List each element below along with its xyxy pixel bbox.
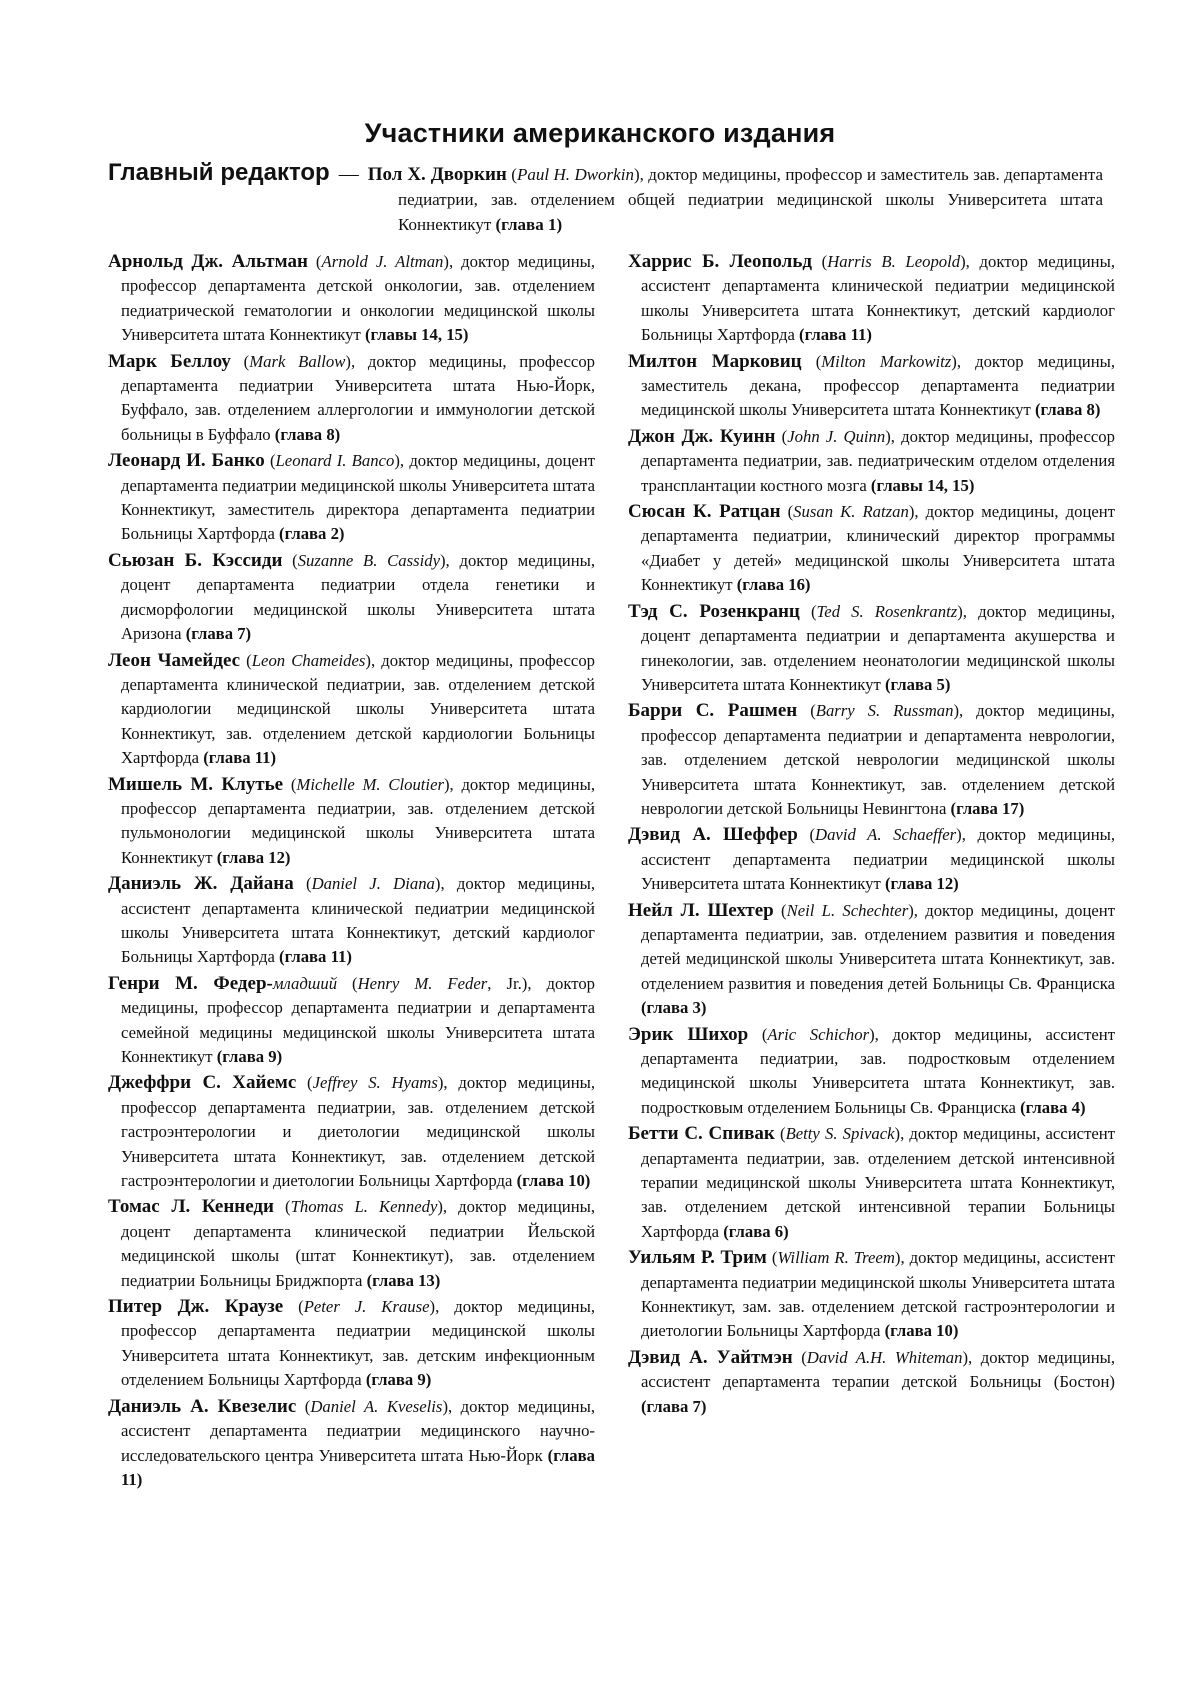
contributor-description: доктор медицины, ассистент департамента педиатрии, зав. подростковым отделением медицинской школы Университета штата Коннектикут, зав. подростковым отделением Больницы Св. Франциска bbox=[641, 1024, 1115, 1117]
contributor-name: Джеффри С. Хайемс bbox=[108, 1072, 297, 1094]
contributor-entry: Марк Беллоу (Mark Ballow), доктор медицины, профессор департамента педиатрии Университета штата Нью-Йорк, Буффало, зав. отделением аллергологии и иммунологии детской больницы в Буффало (глава 8) bbox=[108, 350, 596, 444]
contributor-latin-name: Leonard I. Banco bbox=[275, 451, 395, 471]
contributor-name: Нейл Л. Шехтер bbox=[628, 899, 774, 921]
contributor-entry: Леон Чамейдес (Leon Chameides), доктор медицины, профессор департамента клинической педиатрии, зав. отделением детской кардиологии медицинской школы Университета штата Коннектикут, зав. отделением детской кардиологии Больницы Хартфорда (глава 11) bbox=[108, 649, 596, 768]
contributor-chapters: (глава 2) bbox=[279, 524, 345, 544]
contributor-description: доктор медицины, профессор департамента педиатрии медицинской школы Университета штата Коннектикут, зав. детским инфекционным отделением Больницы Хартфорда bbox=[121, 1297, 595, 1390]
chief-editor-chapters: (глава 1) bbox=[495, 215, 563, 234]
right-column bbox=[628, 250, 1115, 1421]
contributor-description: доктор медицины, доцент департамента клинической педиатрии Йельской медицинской школы (штат Коннектикут), зав. отделением педиатрии Больницы Бриджпорта bbox=[121, 1197, 596, 1290]
contributor-entry: Нейл Л. Шехтер (Neil L. Schechter), доктор медицины, доцент департамента педиатрии, зав. отделением развития и поведения детей медицинской школы Университета штата Коннектикут, зав. отделением развития и поведения детей Больницы Св. Франциска (глава 3) bbox=[628, 899, 1115, 1018]
contributor-name: Генри М. Федер- bbox=[108, 972, 273, 994]
contributor-entry: Барри С. Рашмен (Barry S. Russman), доктор медицины, профессор департамента педиатрии и департамента неврологии, зав. отделением детской неврологии медицинской школы Университета штата Коннектикут, зав. отделением детской неврологии детской Больницы Невингтона (глава 17) bbox=[628, 700, 1115, 818]
contributor-chapters: (глава 9) bbox=[365, 1370, 432, 1390]
contributor-latin-name: Daniel A. Kveselis bbox=[310, 1396, 443, 1416]
contributor-latin-name: Michelle M. Cloutier bbox=[296, 774, 444, 794]
contributor-chapters: (глава 11) bbox=[799, 325, 872, 345]
contributor-chapters: (глава 5) bbox=[884, 674, 951, 694]
contributor-latin-name: Jeffrey S. Hyams bbox=[312, 1073, 438, 1093]
contributor-latin-name: David A. Schaeffer bbox=[815, 825, 957, 845]
contributor-latin-name: David A.H. Whiteman bbox=[806, 1347, 963, 1367]
contributor-latin-name: Thomas L. Kennedy bbox=[290, 1197, 438, 1217]
contributor-entry: Сьюзан Б. Кэссиди (Suzanne B. Cassidy), доктор медицины, доцент департамента педиатрии отдела генетики и дисморфологии медицинской школы Университета штата Аризона (глава 7) bbox=[108, 549, 596, 644]
contributor-name: Джон Дж. Куинн bbox=[628, 425, 776, 447]
contributor-entry: Арнольд Дж. Альтман (Arnold J. Altman), доктор медицины, профессор департамента детской онкологии, зав. отделением педиатрической гематологии и онкологии медицинской школы Университета штата Коннектикут (главы 14, 15) bbox=[108, 251, 596, 345]
contributor-name: Даниэль Ж. Дайана bbox=[108, 873, 294, 895]
contributor-description: доктор медицины, ассистент департамента клинической педиатрии медицинской школы Университета штата Коннектикут, детский кардиолог Больницы Хартфорда bbox=[121, 874, 596, 967]
page-title: Участники американского издания bbox=[364, 118, 836, 148]
contributor-chapters: (глава 17) bbox=[950, 798, 1025, 818]
contributor-name: Милтон Марковиц bbox=[628, 350, 802, 372]
contributor-entry: Леонард И. Банко (Leonard I. Banco), доктор медицины, доцент департамента педиатрии медицинской школы Университета штата Коннектикут, заместитель директора департамента педиатрии Больницы Хартфорда (глава 2) bbox=[108, 450, 596, 544]
contributor-description: доктор медицины, профессор департамента педиатрии и департамента неврологии, зав. отделением детской неврологии медицинской школы Университета штата Коннектикут, зав. отделением детской неврологии детской Больницы Невингтона bbox=[641, 701, 1115, 818]
contributor-chapters: (главы 14, 15) bbox=[364, 325, 469, 345]
contributor-latin-name: Harris B. Leopold bbox=[827, 252, 961, 271]
contributor-latin-suffix: , Jr. bbox=[487, 973, 522, 993]
contributor-name: Харрис Б. Леопольд bbox=[628, 251, 812, 272]
contributor-description: доктор медицины, ассистент департамента педиатрии медицинского научно-исследовательского центра Университета штата Нью-Йорк bbox=[121, 1396, 596, 1465]
contributor-name: Сьюзан Б. Кэссиди bbox=[108, 549, 283, 571]
contributor-entry: Милтон Марковиц (Milton Markowitz), доктор медицины, заместитель декана, профессор департамента педиатрии медицинской школы Университета штата Коннектикут (глава 8) bbox=[628, 350, 1116, 420]
contributor-name: Арнольд Дж. Альтман bbox=[108, 251, 308, 272]
contributor-chapters: (глава 12) bbox=[884, 874, 959, 894]
left-column bbox=[108, 250, 595, 1494]
contributor-chapters: (глава 12) bbox=[216, 847, 291, 867]
contributor-entry: Питер Дж. Краузе (Peter J. Krause), доктор медицины, профессор департамента педиатрии медицинской школы Университета штата Коннектикут, зав. детским инфекционным отделением Больницы Хартфорда (глава 9) bbox=[108, 1296, 595, 1390]
contributor-chapters: (глава 7) bbox=[641, 1396, 707, 1416]
contributor-chapters: (глава 8) bbox=[1034, 400, 1101, 420]
contributor-description: доктор медицины, ассистент департамента терапии детской Больницы (Бостон) bbox=[641, 1347, 1116, 1392]
contributor-latin-name: Arnold J. Altman bbox=[321, 252, 444, 271]
contributor-chapters: (глава 8) bbox=[274, 424, 341, 444]
contributor-entry: Генри М. Федер-младший (Henry M. Feder, Jr.), доктор медицины, профессор департамента педиатрии и департамента семейной медицины медицинской школы Университета штата Коннектикут (глава 9) bbox=[108, 972, 596, 1066]
contributor-description: доктор медицины, ассистент департамента педиатрии медицинской школы Университета штата Коннектикут bbox=[641, 825, 1116, 894]
contributor-entry: Даниэль А. Квезелис (Daniel A. Kveselis), доктор медицины, ассистент департамента педиатрии медицинского научно-исследовательского центра Университета штата Нью-Йорк (глава 11) bbox=[108, 1395, 596, 1489]
contributor-description: доктор медицины, доцент департамента педиатрии, зав. отделением развития и поведения детей медицинской школы Университета штата Коннектикут, зав. отделением развития и поведения детей Больницы Св. Франциска bbox=[641, 900, 1115, 993]
contributor-latin-name: Henry M. Feder bbox=[357, 973, 488, 993]
contributor-name: Уильям Р. Трим bbox=[628, 1247, 767, 1269]
chief-editor-dash: — bbox=[338, 163, 359, 185]
contributor-description: доктор медицины, ассистент департамента клинической педиатрии медицинской школы Университета штата Коннектикут, детский кардиолог Больницы Хартфорда bbox=[641, 252, 1115, 345]
contributor-chapters: (глава 7) bbox=[185, 624, 252, 644]
chief-editor-name: Пол Х. Дворкин bbox=[367, 164, 507, 185]
contributor-latin-name: Suzanne B. Cassidy bbox=[297, 550, 440, 570]
contributor-name: Леон Чамейдес bbox=[108, 649, 241, 671]
contributor-name: Мишель М. Клутье bbox=[108, 773, 284, 795]
contributor-description: доктор медицины, профессор департамента педиатрии, зав. педиатрическим отделом отделения трансплантации костного мозга bbox=[641, 426, 1115, 495]
contributor-latin-name: Daniel J. Diana bbox=[311, 874, 435, 894]
contributor-chapters: (глава 10) bbox=[516, 1171, 591, 1191]
contributor-entry: Даниэль Ж. Дайана (Daniel J. Diana), доктор медицины, ассистент департамента клинической педиатрии медицинской школы Университета штата Коннектикут, детский кардиолог Больницы Хартфорда (глава 11) bbox=[108, 873, 596, 967]
chief-editor-block bbox=[108, 160, 1103, 237]
contributor-name: Эрик Шихор bbox=[628, 1023, 749, 1045]
contributor-chapters: (главы 14, 15) bbox=[870, 475, 975, 495]
contributor-description: доктор медицины, профессор департамента педиатрии, зав. отделением детской гастроэнтерологии и диетологии медицинской школы Университета штата Коннектикут, зав. отделением детской гастроэнтерологии и диетологии Больницы Хартфорда bbox=[121, 1073, 596, 1191]
contributor-latin-name: Barry S. Russman bbox=[815, 701, 954, 721]
contributor-latin-name: Susan K. Ratzan bbox=[793, 502, 909, 522]
contributor-latin-name: Betty S. Spivack bbox=[785, 1124, 895, 1144]
contributor-entry: Мишель М. Клутье (Michelle M. Cloutier), доктор медицины, профессор департамента педиатрии, зав. отделением детской пульмонологии медицинской школы Университета штата Коннектикут (глава 12) bbox=[108, 773, 595, 867]
contributor-name: Томас Л. Кеннеди bbox=[108, 1196, 274, 1218]
contributor-chapters: (глава 10) bbox=[884, 1321, 959, 1341]
contributor-latin-name: William R. Treem bbox=[777, 1248, 895, 1268]
contributor-latin-name: Aric Schichor bbox=[767, 1024, 870, 1044]
contributor-entry: Харрис Б. Леопольд (Harris B. Leopold), доктор медицины, ассистент департамента клинической педиатрии медицинской школы Университета штата Коннектикут, детский кардиолог Больницы Хартфорда (глава 11) bbox=[628, 251, 1115, 345]
contributor-chapters: (глава 11) bbox=[279, 947, 352, 967]
contributor-description: доктор медицины, доцент департамента педиатрии медицинской школы Университета штата Коннектикут, заместитель директора департамента педиатрии Больницы Хартфорда bbox=[121, 451, 596, 544]
contributor-name: Бетти С. Спивак bbox=[628, 1123, 775, 1145]
contributor-entry: Томас Л. Кеннеди (Thomas L. Kennedy), доктор медицины, доцент департамента клинической педиатрии Йельской медицинской школы (штат Коннектикут), зав. отделением педиатрии Больницы Бриджпорта (глава 13) bbox=[108, 1196, 596, 1290]
contributor-entry: Эрик Шихор (Aric Schichor), доктор медицины, ассистент департамента педиатрии, зав. подростковым отделением медицинской школы Университета штата Коннектикут, зав. подростковым отделением Больницы Св. Франциска (глава 4) bbox=[628, 1023, 1115, 1117]
contributor-description: доктор медицины, профессор департамента детской онкологии, зав. отделением педиатрической гематологии и онкологии медицинской школы Университета штата Коннектикут bbox=[121, 252, 596, 345]
chief-editor-latin-name: Paul H. Dworkin bbox=[516, 165, 634, 184]
contributor-name: Тэд С. Розенкранц bbox=[628, 600, 800, 622]
contributor-name: Даниэль А. Квезелис bbox=[108, 1395, 297, 1417]
contributor-chapters: (глава 9) bbox=[216, 1047, 283, 1066]
contributor-entry: Уильям Р. Трим (William R. Treem), доктор медицины, ассистент департамента педиатрии медицинской школы Университета штата Коннектикут, зам. зав. отделением детской гастроэнтерологии и диетологии Больницы Хартфорда (глава 10) bbox=[628, 1247, 1116, 1341]
contributor-latin-name: Neil L. Schechter bbox=[786, 900, 909, 920]
contributor-entry: Джеффри С. Хайемс (Jeffrey S. Hyams), доктор медицины, профессор департамента педиатрии, зав. отделением детской гастроэнтерологии и диетологии медицинской школы Университета штата Коннектикут, зав. отделением детской гастроэнтерологии и диетологии Больницы Хартфорда (глава 10) bbox=[108, 1072, 596, 1191]
chief-editor-description: доктор медицины, профессор и заместитель зав. департамента педиатрии, зав. отделением общей педиатрии медицинской школы Университета штата Коннектикут bbox=[398, 165, 1104, 234]
contributor-chapters: (глава 6) bbox=[723, 1221, 789, 1241]
contributor-name: Барри С. Рашмен bbox=[628, 700, 798, 722]
contributor-description: доктор медицины, доцент департамента педиатрии отдела генетики и дисморфологии медицинской школы Университета штата Аризона bbox=[121, 550, 596, 644]
chief-editor-label: Главный редактор bbox=[108, 159, 330, 186]
contributor-latin-name: Mark Ballow bbox=[249, 351, 346, 371]
contributor-name-suffix: младший bbox=[272, 973, 338, 993]
contributor-entry: Дэвид А. Уайтмэн (David A.H. Whiteman), доктор медицины, ассистент департамента терапии детской Больницы (Бостон) (глава 7) bbox=[628, 1346, 1116, 1416]
contributor-description: доктор медицины, профессор департамента педиатрии и департамента семейной медицины медицинской школы Университета штата Коннектикут bbox=[121, 973, 596, 1066]
contributor-chapters: (глава 13) bbox=[366, 1270, 441, 1290]
contributor-description: доктор медицины, заместитель декана, профессор департамента педиатрии медицинской школы Университета штата Коннектикут bbox=[641, 351, 1116, 420]
contributor-latin-name: Leon Chameides bbox=[251, 650, 366, 670]
contributor-entry: Дэвид А. Шеффер (David A. Schaeffer), доктор медицины, ассистент департамента педиатрии медицинской школы Университета штата Коннектикут (глава 12) bbox=[628, 824, 1116, 894]
contributor-entry: Тэд С. Розенкранц (Ted S. Rosenkrantz), доктор медицины, доцент департамента педиатрии и департамента акушерства и гинекологии, зав. отделением неонатологии медицинской школы Университета штата Коннектикут (глава 5) bbox=[628, 600, 1115, 694]
contributor-name: Дэвид А. Шеффер bbox=[628, 824, 798, 846]
chief-editor-entry: Главный редактор — Пол Х. Дворкин (Paul H. Dworkin), доктор медицины, профессор и заместитель зав. департамента педиатрии, зав. отделением общей педиатрии медицинской школы Университета штата Коннектикут (глава 1) bbox=[108, 159, 1104, 234]
contributor-chapters: (глава 4) bbox=[1020, 1097, 1086, 1117]
contributor-description: доктор медицины, доцент департамента педиатрии, клинический директор программы «Диабет у детей» медицинской школы Университета штата Коннектикут bbox=[641, 502, 1116, 595]
contributor-description: доктор медицины, доцент департамента педиатрии и департамента акушерства и гинекологии, зав. отделением неонатологии медицинской школы Университета штата Коннектикут bbox=[641, 601, 1115, 694]
contributor-chapters: (глава 11) bbox=[121, 1445, 595, 1489]
contributor-chapters: (глава 16) bbox=[736, 575, 811, 595]
contributor-name: Сюсан К. Ратцан bbox=[628, 501, 781, 523]
contributor-description: доктор медицины, профессор департамента педиатрии Университета штата Нью-Йорк, Буффало, зав. отделением аллергологии и иммунологии детской больницы в Буффало bbox=[121, 351, 596, 444]
contributor-entry: Бетти С. Спивак (Betty S. Spivack), доктор медицины, ассистент департамента педиатрии, зав. отделением детской интенсивной терапии медицинской школы Университета штата Коннектикут, зав. отделением детской интенсивной терапии Больницы Хартфорда (глава 6) bbox=[628, 1123, 1115, 1241]
contributor-description: доктор медицины, ассистент департамента педиатрии медицинской школы Университета штата Коннектикут, зам. зав. отделением детской гастроэнтерологии и диетологии Больницы Хартфорда bbox=[641, 1248, 1116, 1341]
contributor-description: доктор медицины, профессор департамента педиатрии, зав. отделением детской пульмонологии медицинской школы Университета штата Коннектикут bbox=[121, 774, 595, 867]
contributor-latin-name: John J. Quinn bbox=[787, 426, 886, 446]
contributor-name: Марк Беллоу bbox=[108, 350, 231, 372]
contributor-description: доктор медицины, ассистент департамента педиатрии, зав. отделением детской интенсивной терапии медицинской школы Университета штата Коннектикут, зав. отделением детской интенсивной терапии Больницы Хартфорда bbox=[641, 1124, 1115, 1241]
contributor-latin-name: Ted S. Rosenkrantz bbox=[816, 601, 958, 621]
contributor-entry: Джон Дж. Куинн (John J. Quinn), доктор медицины, профессор департамента педиатрии, зав. педиатрическим отделом отделения трансплантации костного мозга (главы 14, 15) bbox=[628, 425, 1115, 495]
contributor-name: Дэвид А. Уайтмэн bbox=[628, 1346, 793, 1368]
contributor-chapters: (глава 11) bbox=[203, 748, 277, 768]
contributor-entry: Сюсан К. Ратцан (Susan K. Ratzan), доктор медицины, доцент департамента педиатрии, клинический директор программы «Диабет у детей» медицинской школы Университета штата Коннектикут (глава 16) bbox=[628, 501, 1116, 595]
contributor-description: доктор медицины, профессор департамента клинической педиатрии, зав. отделением детской кардиологии медицинской школы Университета штата Коннектикут, зав. отделением детской кардиологии Больницы Хартфорда bbox=[121, 650, 596, 768]
contributor-latin-name: Peter J. Krause bbox=[303, 1297, 430, 1317]
contributor-name: Леонард И. Банко bbox=[108, 450, 265, 472]
contributor-name: Питер Дж. Краузе bbox=[108, 1296, 284, 1318]
contributor-chapters: (глава 3) bbox=[641, 998, 707, 1018]
contributor-latin-name: Milton Markowitz bbox=[821, 351, 952, 371]
